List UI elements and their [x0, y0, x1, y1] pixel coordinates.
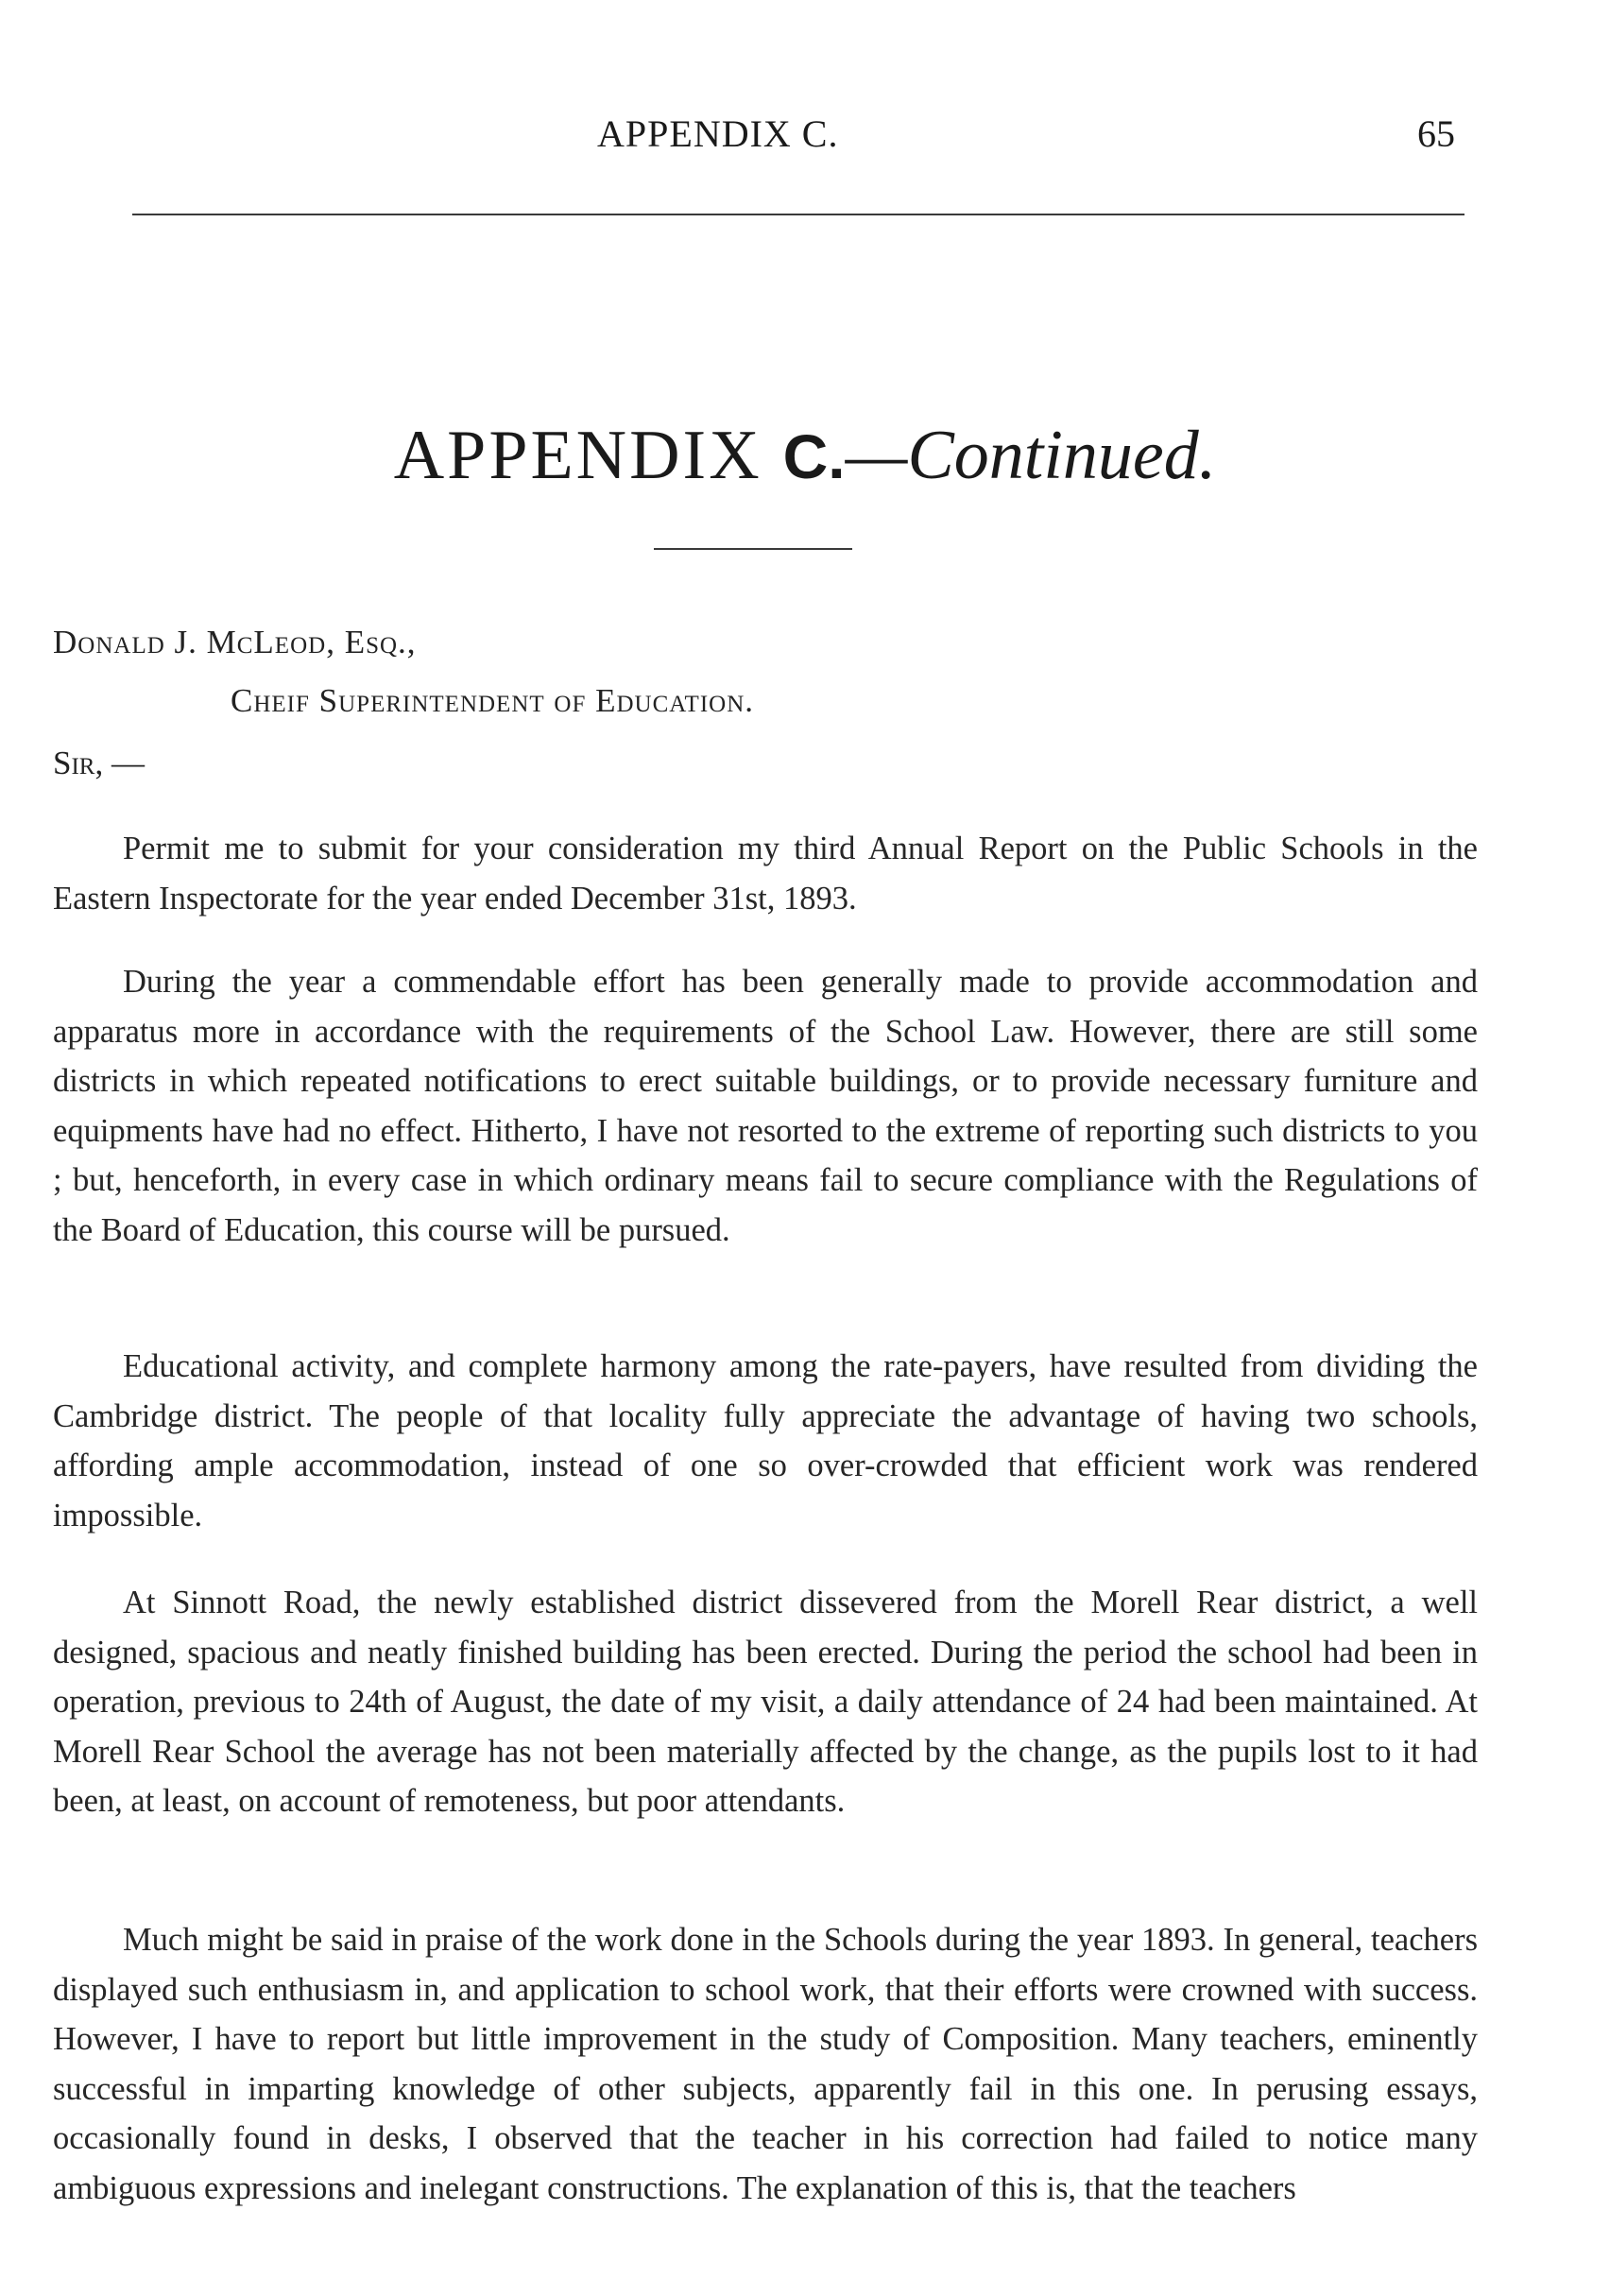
salutation: Sir, —	[53, 745, 145, 781]
paragraph: Permit me to submit for your consideration my third Annual Report on the Public Schools in the Eastern Inspectorate for the year ended December 31st, 1893.	[53, 831, 1478, 917]
heading-rule	[654, 548, 852, 550]
header-rule	[132, 214, 1464, 215]
heading-letter: C.	[782, 421, 846, 491]
paragraph: During the year a commendable effort has been generally made to provide accommodation and apparatus more in accordance with the requirements of the School Law. However, there are still some districts in which repeated notifications to erect suitable buildings, or to provide necessary furniture and equipments have had no effect. Hitherto, I have not resorted to the extreme of reporting such districts to you ; but, henceforth, in every case in which ordinary means fail to secure compliance with the Regulations of the Board of Education, this course will be pursued.	[53, 964, 1478, 1248]
running-head	[0, 111, 1610, 159]
heading-continued: —Continued.	[845, 417, 1217, 494]
appendix-heading	[0, 416, 1610, 496]
running-head-title: APPENDIX C.	[597, 112, 839, 155]
paragraph: Much might be said in praise of the work done in the Schools during the year 1893. In general, teachers displayed such enthusiasm in, and application to school work, that their efforts were crowned with success. However, I have to report but little improvement in the study of Composition. Many teachers, eminently successful in imparting knowledge of other subjects, apparently fail in this one. In perusing essays, occasionally found in desks, I observed that the teacher in his correction had failed to notice many ambiguous expressions and inelegant constructions. The explanation of this is, that the teachers	[53, 1922, 1478, 2206]
heading-appendix: APPENDIX	[393, 417, 762, 494]
paragraph: Educational activity, and complete harmony among the rate-payers, have resulted from dividing the Cambridge district. The people of that locality fully appreciate the advantage of having two schools, affording ample accommodation, instead of one so over-crowded that efficient work was rendered impossible.	[53, 1348, 1478, 1534]
page-number: 65	[1417, 112, 1455, 155]
recipient-name: Donald J. McLeod, Esq.,	[53, 624, 417, 660]
recipient-title: Cheif Superintendent of Education.	[231, 682, 755, 719]
paragraph: At Sinnott Road, the newly established district dissevered from the Morell Rear district, a well designed, spacious and neatly finished building has been erected. During the period the school had been in operation, previous to 24th of August, the date of my visit, a daily attendance of 24 had been maintained. At Morell Rear School the average has not been materially affected by the change, as the pupils lost to it had been, at least, on account of remoteness, but poor attendants.	[53, 1585, 1478, 1819]
